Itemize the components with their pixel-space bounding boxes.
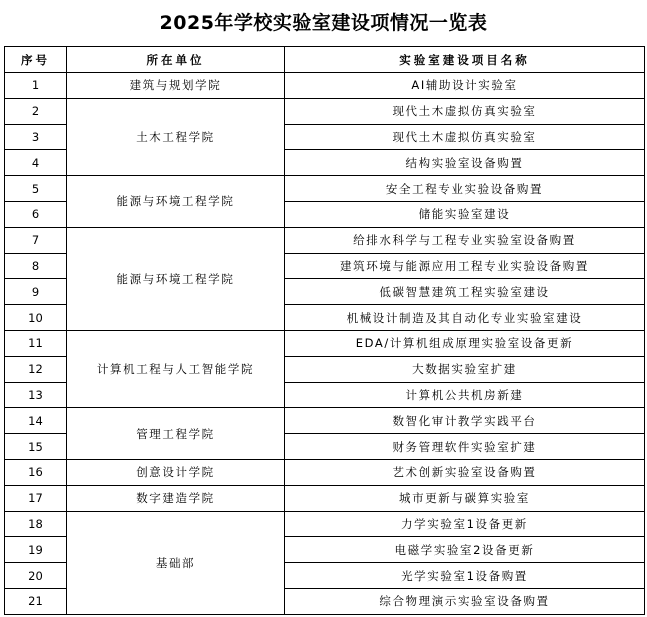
cell-no[interactable]: 14	[5, 408, 67, 434]
cell-no[interactable]: 2	[5, 98, 67, 124]
cell-unit[interactable]: 基础部	[67, 511, 285, 614]
cell-no[interactable]: 20	[5, 563, 67, 589]
table-row	[5, 511, 645, 537]
cell-unit[interactable]: 建筑与规划学院	[67, 73, 285, 99]
cell-project-name[interactable]: 机械设计制造及其自动化专业实验室建设	[285, 305, 645, 331]
cell-unit[interactable]: 能源与环境工程学院	[67, 227, 285, 330]
header-row	[5, 47, 645, 73]
cell-no[interactable]: 13	[5, 382, 67, 408]
cell-unit[interactable]: 土木工程学院	[67, 98, 285, 175]
cell-project-name[interactable]: 大数据实验室扩建	[285, 356, 645, 382]
cell-no[interactable]: 1	[5, 73, 67, 99]
cell-project-name[interactable]: 结构实验室设备购置	[285, 150, 645, 176]
table-title: 2025年学校实验室建设项情况一览表	[159, 12, 488, 34]
cell-no[interactable]: 10	[5, 305, 67, 331]
table-body	[5, 73, 645, 615]
cell-project-name[interactable]: 电磁学实验室2设备更新	[285, 537, 645, 563]
cell-project-name[interactable]: 综合物理演示实验室设备购置	[285, 588, 645, 614]
cell-project-name[interactable]: 储能实验室建设	[285, 201, 645, 227]
cell-no[interactable]: 5	[5, 176, 67, 202]
cell-project-name[interactable]: 给排水科学与工程专业实验室设备购置	[285, 227, 645, 253]
cell-project-name[interactable]: 低碳智慧建筑工程实验室建设	[285, 279, 645, 305]
cell-project-name[interactable]: 现代土木虚拟仿真实验室	[285, 98, 645, 124]
header-name[interactable]: 实验室建设项目名称	[285, 47, 645, 73]
cell-project-name[interactable]: 计算机公共机房新建	[285, 382, 645, 408]
cell-no[interactable]: 4	[5, 150, 67, 176]
cell-unit[interactable]: 计算机工程与人工智能学院	[67, 330, 285, 407]
cell-project-name[interactable]: 数智化审计教学实践平台	[285, 408, 645, 434]
cell-project-name[interactable]: 现代土木虚拟仿真实验室	[285, 124, 645, 150]
cell-unit[interactable]: 能源与环境工程学院	[67, 176, 285, 228]
lab-projects-table	[4, 46, 645, 615]
cell-project-name[interactable]: 力学实验室1设备更新	[285, 511, 645, 537]
cell-no[interactable]: 11	[5, 330, 67, 356]
cell-project-name[interactable]: 安全工程专业实验设备购置	[285, 176, 645, 202]
cell-unit[interactable]: 创意设计学院	[67, 459, 285, 485]
cell-no[interactable]: 16	[5, 459, 67, 485]
cell-no[interactable]: 9	[5, 279, 67, 305]
cell-no[interactable]: 12	[5, 356, 67, 382]
header-unit[interactable]: 所在单位	[67, 47, 285, 73]
cell-project-name[interactable]: 光学实验室1设备购置	[285, 563, 645, 589]
cell-project-name[interactable]: 建筑环境与能源应用工程专业实验设备购置	[285, 253, 645, 279]
table-row	[5, 485, 645, 511]
cell-no[interactable]: 17	[5, 485, 67, 511]
cell-project-name[interactable]: 艺术创新实验室设备购置	[285, 459, 645, 485]
cell-no[interactable]: 19	[5, 537, 67, 563]
cell-unit[interactable]: 管理工程学院	[67, 408, 285, 460]
table-row	[5, 408, 645, 434]
cell-no[interactable]: 8	[5, 253, 67, 279]
cell-project-name[interactable]: 财务管理软件实验室扩建	[285, 434, 645, 460]
cell-project-name[interactable]: AI辅助设计实验室	[285, 73, 645, 99]
table-row	[5, 176, 645, 202]
cell-no[interactable]: 15	[5, 434, 67, 460]
table-row	[5, 73, 645, 99]
cell-project-name[interactable]: 城市更新与碳算实验室	[285, 485, 645, 511]
cell-project-name[interactable]: EDA/计算机组成原理实验室设备更新	[285, 330, 645, 356]
cell-no[interactable]: 7	[5, 227, 67, 253]
cell-unit[interactable]: 数字建造学院	[67, 485, 285, 511]
table-row	[5, 459, 645, 485]
cell-no[interactable]: 18	[5, 511, 67, 537]
cell-no[interactable]: 6	[5, 201, 67, 227]
table-row	[5, 330, 645, 356]
cell-no[interactable]: 3	[5, 124, 67, 150]
table-row	[5, 98, 645, 124]
header-no[interactable]: 序号	[5, 47, 67, 73]
table-row	[5, 227, 645, 253]
cell-no[interactable]: 21	[5, 588, 67, 614]
